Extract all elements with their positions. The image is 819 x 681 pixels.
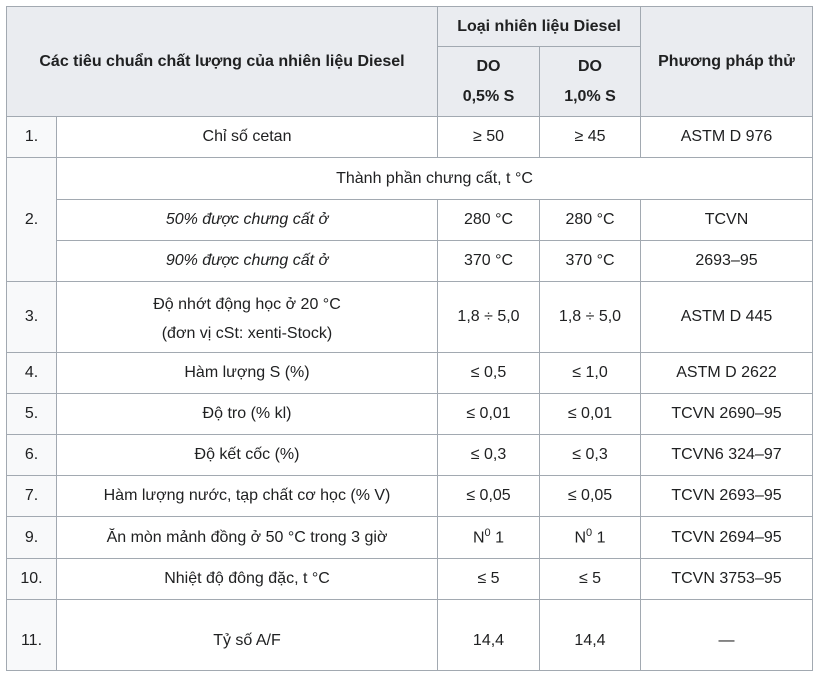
grade: 1: [490, 529, 505, 547]
do-05-value: ≤ 0,01: [438, 394, 540, 435]
row-number: 5.: [7, 394, 57, 435]
n-symbol: N: [472, 529, 485, 547]
do-10-value: ≤ 1,0: [540, 353, 641, 394]
do-05-value: 1,8 ÷ 5,0: [438, 282, 540, 353]
row-number: 6.: [7, 435, 57, 476]
test-method: 2693–95: [641, 241, 813, 282]
do-10-value: ≤ 0,05: [540, 476, 641, 517]
do-10-value: ≤ 5: [540, 559, 641, 600]
do-05-value: 280 °C: [438, 200, 540, 241]
n-symbol: N: [574, 529, 587, 547]
criterion-name: Ăn mòn mảnh đồng ở 50 °C trong 3 giờ: [57, 517, 438, 559]
row-number: 7.: [7, 476, 57, 517]
criterion-name-line2: (đơn vị cSt: xenti-Stock): [161, 324, 333, 342]
test-method: ASTM D 976: [641, 117, 813, 158]
criterion-name: Chỉ số cetan: [57, 117, 438, 158]
do-05-value: ≤ 5: [438, 559, 540, 600]
do-10-value: ≤ 0,01: [540, 394, 641, 435]
do-05-value: [438, 517, 540, 559]
table-row: [7, 394, 813, 435]
criterion-name: Độ kết cốc (%): [57, 435, 438, 476]
criterion-name: Độ tro (% kl): [57, 394, 438, 435]
criterion-name: Hàm lượng S (%): [57, 353, 438, 394]
test-method-header: Phương pháp thử: [641, 7, 813, 117]
test-method: ASTM D 2622: [641, 353, 813, 394]
criterion-name: Thành phần chưng cất, t °C: [57, 158, 813, 200]
do-10-header-line1: DO: [578, 57, 602, 75]
do-05-header-line2: 0,5% S: [462, 87, 515, 105]
test-method: TCVN 2694–95: [641, 517, 813, 559]
do-05-value: ≥ 50: [438, 117, 540, 158]
do-10-value: [540, 517, 641, 559]
table-row: [7, 282, 813, 353]
criterion-name: Tỷ số A/F: [57, 600, 438, 671]
test-method: ASTM D 445: [641, 282, 813, 353]
do-10-value: 370 °C: [540, 241, 641, 282]
test-method: TCVN 2693–95: [641, 476, 813, 517]
row-number: 1.: [7, 117, 57, 158]
test-method: —: [641, 600, 813, 671]
criterion-name: 90% được chưng cất ở: [57, 241, 438, 282]
table-row: [7, 559, 813, 600]
table-row: [7, 600, 813, 671]
test-method: TCVN: [641, 200, 813, 241]
do-10-value: ≥ 45: [540, 117, 641, 158]
do-05-value: 14,4: [438, 600, 540, 671]
criteria-header: Các tiêu chuẩn chất lượng của nhiên liệu Diesel: [7, 7, 438, 117]
do-05-value: ≤ 0,5: [438, 353, 540, 394]
do-10-value: 1,8 ÷ 5,0: [540, 282, 641, 353]
row-number: 4.: [7, 353, 57, 394]
row-number: 2.: [7, 158, 57, 282]
table-row: [7, 435, 813, 476]
diesel-quality-table: [6, 6, 813, 671]
do-10-header: [540, 47, 641, 117]
test-method: TCVN6 324–97: [641, 435, 813, 476]
row-number: 9.: [7, 517, 57, 559]
table-row: [7, 476, 813, 517]
do-10-header-line2: 1,0% S: [564, 87, 616, 105]
table-row: [7, 158, 813, 200]
do-05-value: 370 °C: [438, 241, 540, 282]
table-row: [7, 117, 813, 158]
grade: 1: [592, 529, 606, 547]
fuel-type-header: Loại nhiên liệu Diesel: [438, 7, 641, 47]
superscript: 0: [484, 527, 491, 540]
criterion-name-line1: Độ nhớt động học ở 20 °C: [153, 295, 341, 313]
criterion-name: Nhiệt độ đông đặc, t °C: [57, 559, 438, 600]
table-row: [7, 353, 813, 394]
do-05-header-line1: DO: [476, 57, 501, 75]
criterion-name: Hàm lượng nước, tạp chất cơ học (% V): [57, 476, 438, 517]
table-row: [7, 241, 813, 282]
do-10-value: 14,4: [540, 600, 641, 671]
test-method: TCVN 3753–95: [641, 559, 813, 600]
superscript: 0: [586, 527, 593, 540]
row-number: 10.: [7, 559, 57, 600]
do-05-header: [438, 47, 540, 117]
do-05-value: ≤ 0,05: [438, 476, 540, 517]
criterion-name: 50% được chưng cất ở: [57, 200, 438, 241]
test-method: TCVN 2690–95: [641, 394, 813, 435]
table-row: [7, 517, 813, 559]
row-number: 3.: [7, 282, 57, 353]
do-10-value: 280 °C: [540, 200, 641, 241]
table-row: [7, 200, 813, 241]
row-number: 11.: [7, 600, 57, 671]
criterion-name: [57, 282, 438, 353]
do-05-value: ≤ 0,3: [438, 435, 540, 476]
do-10-value: ≤ 0,3: [540, 435, 641, 476]
